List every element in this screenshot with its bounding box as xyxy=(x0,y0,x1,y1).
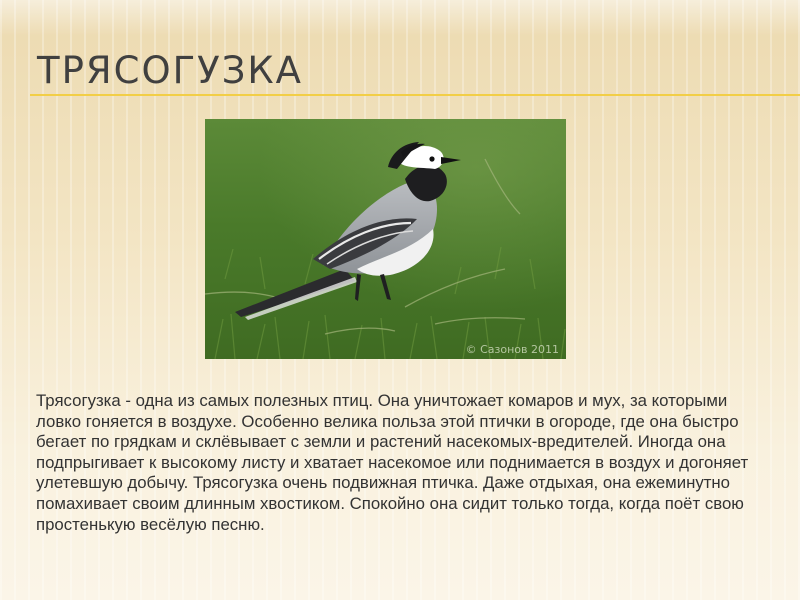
title-underline xyxy=(30,94,800,96)
body-paragraph: Трясогузка - одна из самых полезных птиц. Она уничтожает комаров и мух, за которыми ловко гоняется в воздухе. Особенно велика польза этой птички в огороде, где она быстро бегает по грядкам и склёвывает с земли и растений насекомых-вредителей. Иногда она подпрыгивает к высокому листу и хватает насекомое или поднимается в воздух и догоняет улетевшую добычу. Трясогузка очень подвижная птичка. Даже отдыхая, она ежеминутно помахивает своим длинным хвостиком. Спокойно она сидит только тогда, когда поёт свою простенькую весёлую песню. xyxy=(36,391,749,534)
slide-title: ТРЯСОГУЗКА xyxy=(37,49,303,92)
photo-watermark: © Сазонов 2011 xyxy=(465,343,559,356)
decorative-band xyxy=(0,0,800,36)
wagtail-photo xyxy=(205,119,566,359)
